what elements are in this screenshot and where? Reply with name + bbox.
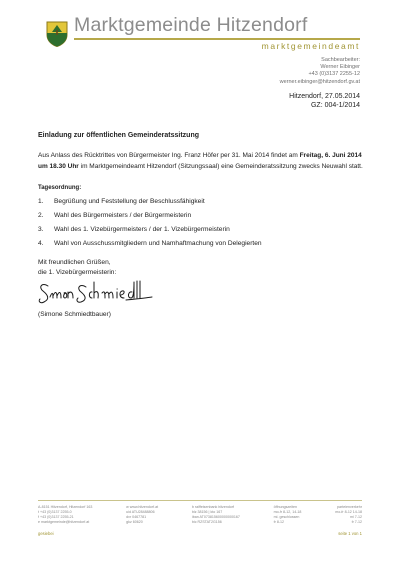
agenda-item	[38, 240, 364, 254]
footer-divider	[38, 500, 362, 501]
footer-line: dvr 0467781	[126, 515, 147, 519]
municipal-crest-icon	[46, 21, 68, 47]
header-divider	[74, 38, 360, 40]
footer-left-note: gesiebei	[38, 531, 54, 536]
org-name: Marktgemeinde Hitzendorf	[74, 14, 308, 36]
agenda-text: Wahl des 1. Vizebürgermeisters / der 1. Vizebürgermeisterin	[54, 226, 230, 233]
footer-hours	[274, 505, 302, 525]
footer-line: iban AT073815600000000167	[191, 515, 240, 519]
footer-line: mi. geschlossen	[273, 515, 300, 519]
agenda-title: Tagesordnung:	[38, 185, 82, 191]
footer-line: parteienverkehr	[337, 505, 362, 509]
letter-date: Hitzendorf, 27.05.2014	[289, 93, 360, 100]
footer-line: öffnungszeiten	[273, 505, 297, 509]
agenda-text: Begrüßung und Feststellung der Beschlussfähigkeit	[54, 198, 205, 205]
letter-body	[38, 151, 364, 172]
footer	[38, 505, 362, 525]
footer-line: gkz 60620	[126, 520, 143, 524]
agenda-item	[38, 198, 364, 212]
date-block	[289, 92, 360, 110]
signer-name: (Simone Schmiedtbauer)	[38, 311, 111, 318]
footer-line: t +43 (0)3137 2255-0	[38, 510, 72, 514]
letter-reference: GZ: 004-1/2014	[310, 102, 360, 109]
agenda-number: 1.	[38, 198, 44, 205]
footer-bank	[192, 505, 240, 525]
letter-subject: Einladung zur öffentlichen Gemeinderatssitzung	[38, 132, 200, 139]
footer-line: mo-fr 8-12 14-18	[335, 510, 362, 514]
page-number: seite 1 von 1	[338, 531, 362, 536]
footer-line: f +43 (0)3137 2255-21	[38, 515, 74, 519]
footer-line: blz 38156 | kto 167	[191, 510, 223, 514]
footer-bottom	[38, 531, 362, 536]
greeting-line-2: die 1. Vizebürgermeisterin:	[38, 268, 117, 276]
agenda-item	[38, 212, 364, 226]
footer-line: fr 7-12	[351, 520, 362, 524]
clerk-phone: +43 (0)3137 2255-12	[308, 71, 360, 78]
footer-web	[126, 505, 158, 525]
org-subtitle: marktgemeindeamt	[261, 41, 360, 51]
footer-line: bic RZSTAT2G156	[191, 520, 222, 524]
agenda-item	[38, 226, 364, 240]
footer-address	[38, 505, 92, 525]
footer-office-hours	[335, 505, 362, 525]
agenda-text: Wahl von Ausschussmitgliedern und Namhaftmachung von Delegierten	[54, 240, 262, 247]
clerk-label: Sachbearbeiter:	[321, 57, 360, 63]
agenda-number: 3.	[38, 226, 44, 233]
footer-line: mi 7-12	[350, 515, 362, 519]
clerk-name: Werner Eibinger	[320, 64, 360, 71]
body-date: Freitag, 6. Juni 2014 um 18.30 Uhr	[38, 152, 362, 170]
clerk-email: werner.eibinger@hitzendorf.gv.at	[279, 78, 360, 85]
agenda-list	[38, 198, 364, 254]
agenda-text: Wahl des Bürgermeisters / der Bürgermeisterin	[54, 212, 192, 219]
body-intro: Aus Anlass des Rücktrittes von Bürgermeister Ing. Franz Höfer per 31. Mai 2014 findet am	[38, 152, 300, 159]
handwritten-signature	[36, 278, 156, 308]
footer-line: w www.hitzendorf.at	[126, 505, 159, 509]
greeting-line-1: Mit freundlichen Grüßen,	[38, 259, 111, 266]
clerk-block	[280, 57, 360, 86]
agenda-number: 2.	[38, 212, 44, 219]
closing-greeting	[38, 258, 116, 277]
footer-line: mo-fr 8-12, 14-18	[273, 510, 302, 514]
footer-line: b raiffeisenbank hitzendorf	[191, 505, 235, 509]
footer-line: A-8151 Hitzendorf, Hitzendorf 163	[38, 505, 93, 509]
body-outro: im Marktgemeindeamt Hitzendorf (Sitzungssaal) eine Gemeinderatssitzung zwecks Neuwahl statt.	[78, 162, 363, 170]
footer-line: e marktgemeinde@hitzendorf.at	[38, 520, 90, 524]
footer-line: fr 8-12	[273, 520, 285, 524]
agenda-number: 4.	[38, 240, 44, 247]
footer-line: uid ATU28488806	[126, 510, 155, 514]
